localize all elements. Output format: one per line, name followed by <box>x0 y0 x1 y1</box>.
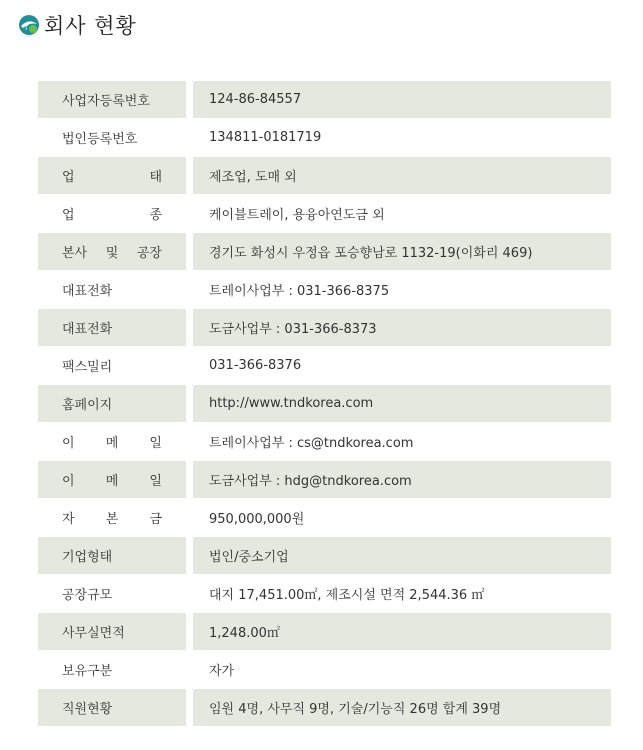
row-value: 1,248.00㎡ <box>193 613 611 651</box>
cell-divider <box>186 157 193 195</box>
row-label-text: 기업형태 <box>62 550 113 565</box>
row-label-text: 이 메 일 <box>62 436 162 451</box>
row-value: 트레이사업부 : 031-366-8375 <box>193 271 611 309</box>
row-label <box>38 81 186 119</box>
cell-divider <box>186 81 193 119</box>
row-label-text: 이 메 일 <box>62 474 162 489</box>
row-label-text: 업 종 <box>62 208 162 223</box>
table-row <box>38 309 611 347</box>
row-value: 임원 4명, 사무직 9명, 기술/기능직 26명 합계 39명 <box>193 689 611 727</box>
svg-text:T: T <box>24 24 29 32</box>
page-header <box>18 10 137 40</box>
row-label-text: 사무실면적 <box>62 626 125 641</box>
row-label <box>38 689 186 727</box>
row-label <box>38 461 186 499</box>
page-title: 회사 현황 <box>44 14 137 38</box>
row-label <box>38 499 186 537</box>
table-row <box>38 537 611 575</box>
row-label-text: 직원현황 <box>62 702 113 717</box>
row-label <box>38 347 186 385</box>
table-row <box>38 119 611 157</box>
row-label <box>38 385 186 423</box>
cell-divider <box>186 575 193 613</box>
row-label <box>38 157 186 195</box>
company-info-table <box>38 81 611 727</box>
table-row <box>38 575 611 613</box>
row-value: 도금사업부 : 031-366-8373 <box>193 309 611 347</box>
cell-divider <box>186 537 193 575</box>
row-label <box>38 537 186 575</box>
cell-divider <box>186 347 193 385</box>
cell-divider <box>186 689 193 727</box>
cell-divider <box>186 271 193 309</box>
row-value: 031-366-8376 <box>193 347 611 385</box>
cell-divider <box>186 461 193 499</box>
row-value: 도금사업부 : hdg@tndkorea.com <box>193 461 611 499</box>
tnd-logo-icon <box>18 14 40 36</box>
cell-divider <box>186 309 193 347</box>
row-label-text: 보유구분 <box>62 664 113 679</box>
row-label <box>38 309 186 347</box>
cell-divider <box>186 119 193 157</box>
cell-divider <box>186 499 193 537</box>
cell-divider <box>186 195 193 233</box>
row-label-text: 공장규모 <box>62 588 113 603</box>
table-row <box>38 347 611 385</box>
table-row <box>38 157 611 195</box>
table-row <box>38 499 611 537</box>
row-label <box>38 651 186 689</box>
row-label <box>38 119 186 157</box>
row-label-text: 대표전화 <box>62 284 113 299</box>
table-row <box>38 613 611 651</box>
cell-divider <box>186 385 193 423</box>
table-row <box>38 195 611 233</box>
row-value: 대지 17,451.00㎡, 제조시설 면적 2,544.36 ㎡ <box>193 575 611 613</box>
row-label-text: 홈페이지 <box>62 398 113 413</box>
cell-divider <box>186 423 193 461</box>
row-value: 경기도 화성시 우정읍 포승향남로 1132-19(이화리 469) <box>193 233 611 271</box>
row-value: http://www.tndkorea.com <box>193 385 611 423</box>
table-row <box>38 271 611 309</box>
row-label <box>38 195 186 233</box>
table-row <box>38 423 611 461</box>
row-value: 자가 <box>193 651 611 689</box>
table-row <box>38 651 611 689</box>
row-label <box>38 423 186 461</box>
row-label <box>38 271 186 309</box>
row-value: 124-86-84557 <box>193 81 611 119</box>
row-label <box>38 233 186 271</box>
row-value: 950,000,000원 <box>193 499 611 537</box>
table-row <box>38 233 611 271</box>
row-label-text: 자 본 금 <box>62 512 162 527</box>
row-label <box>38 613 186 651</box>
row-label-text: 업 태 <box>62 170 162 185</box>
row-label-text: 팩스밀리 <box>62 360 113 375</box>
row-value: 134811-0181719 <box>193 119 611 157</box>
row-value: 제조업, 도매 외 <box>193 157 611 195</box>
row-value: 트레이사업부 : cs@tndkorea.com <box>193 423 611 461</box>
cell-divider <box>186 651 193 689</box>
table-row <box>38 385 611 423</box>
row-label-text: 본사 및 공장 <box>62 246 162 261</box>
row-label <box>38 575 186 613</box>
row-label-text: 법인등록번호 <box>62 132 138 147</box>
row-label-text: 사업자등록번호 <box>62 94 150 109</box>
table-row <box>38 689 611 727</box>
table-row <box>38 461 611 499</box>
row-value: 법인/중소기업 <box>193 537 611 575</box>
cell-divider <box>186 613 193 651</box>
table-row <box>38 81 611 119</box>
row-label-text: 대표전화 <box>62 322 113 337</box>
cell-divider <box>186 233 193 271</box>
row-value: 케이블트레이, 용융아연도금 외 <box>193 195 611 233</box>
